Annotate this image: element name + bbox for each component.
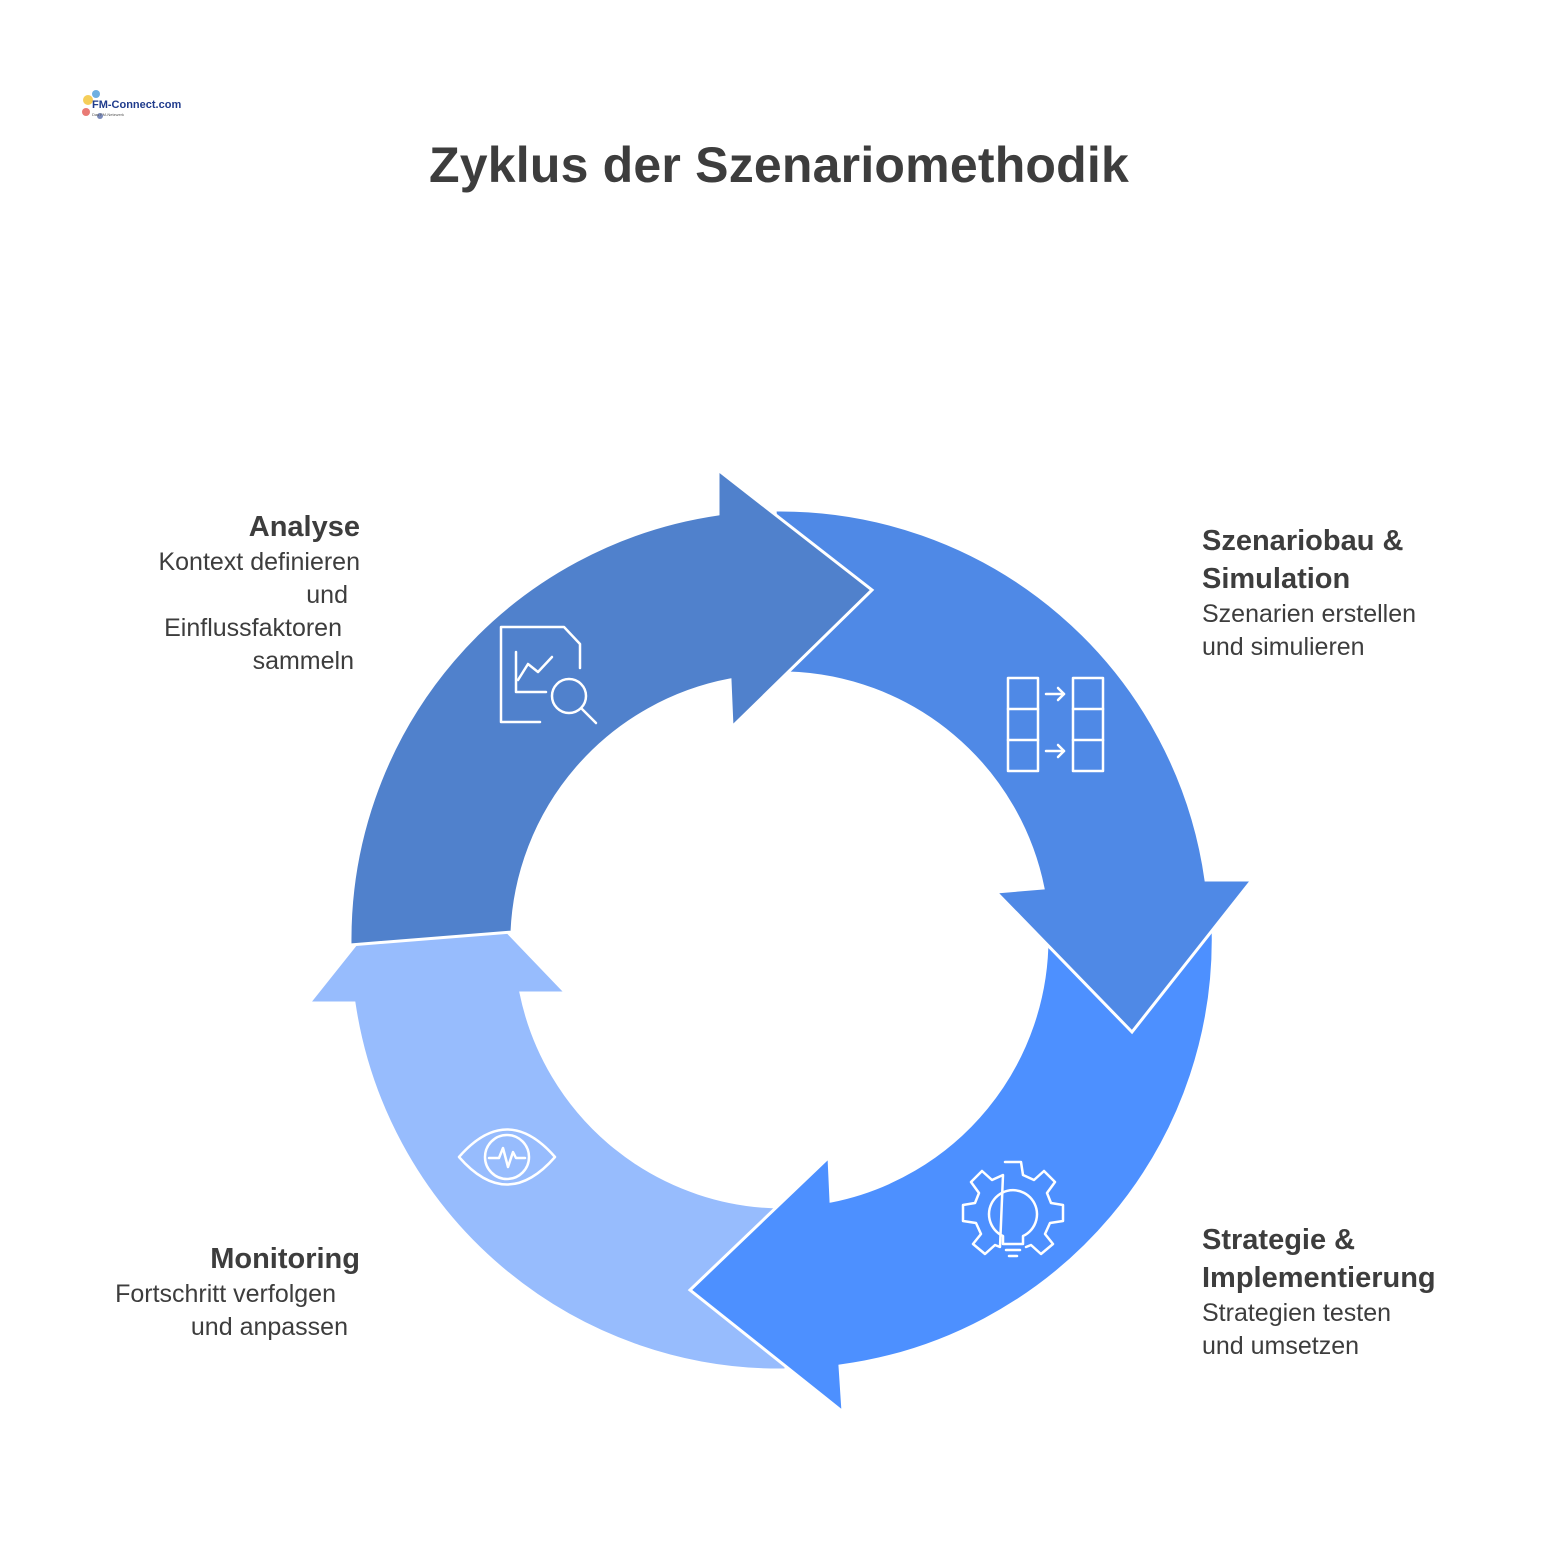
step-monitoring bbox=[40, 1240, 360, 1344]
step-szenariobau bbox=[1202, 522, 1532, 664]
step-heading-line: Implementierung bbox=[1202, 1262, 1436, 1294]
step-description-line: und anpassen bbox=[190, 1313, 348, 1341]
step-description-line: Szenarien erstellen bbox=[1202, 600, 1417, 628]
arrow-analyse bbox=[350, 470, 872, 945]
step-heading: Monitoring bbox=[210, 1243, 360, 1275]
step-description-line: und umsetzen bbox=[1202, 1332, 1360, 1360]
step-heading: Analyse bbox=[248, 511, 360, 543]
step-description-line: sammeln bbox=[252, 647, 354, 675]
step-description-line: Fortschritt verfolgen bbox=[115, 1280, 336, 1308]
page-title: Zyklus der Szenariomethodik bbox=[428, 137, 1130, 193]
step-description-line: und bbox=[306, 581, 348, 609]
svg-text:FM-Connect.com: FM-Connect.com bbox=[92, 99, 182, 111]
step-heading-line: Strategie & bbox=[1202, 1224, 1356, 1256]
step-heading-line: Szenariobau & bbox=[1202, 525, 1404, 557]
step-description-line: Einflussfaktoren bbox=[164, 614, 342, 642]
step-description-line: und simulieren bbox=[1202, 633, 1365, 661]
step-description-line: Kontext definieren bbox=[158, 548, 360, 576]
step-description-line: Strategien testen bbox=[1202, 1299, 1392, 1327]
step-heading-line: Simulation bbox=[1202, 563, 1351, 595]
svg-text:Das FM-Netzwerk: Das FM-Netzwerk bbox=[92, 112, 125, 117]
step-strategie bbox=[1202, 1221, 1532, 1363]
step-analyse bbox=[60, 508, 360, 678]
